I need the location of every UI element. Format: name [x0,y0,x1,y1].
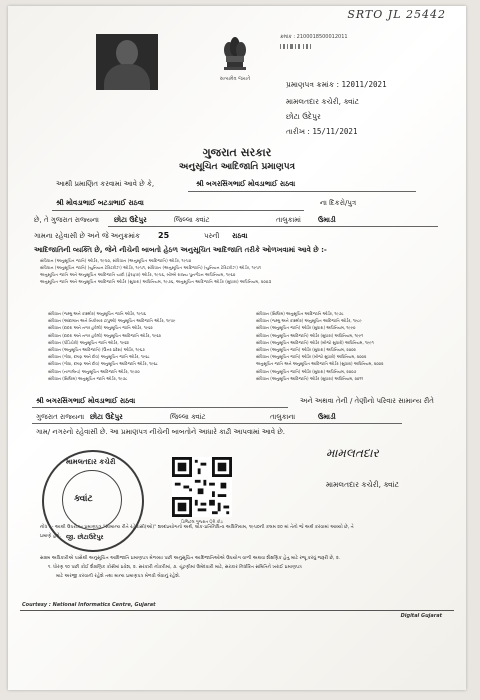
note-line-4: ૧. ધોરણ ૧૦ પછી કોઈ શૈક્ષણિક કોર્સમાં પ્રવેશ, ૨. સરકારી નોકરીમાં, ૩. ચૂંટણીમાં ઉમેદવારી માટે, સરકાર નિર્ધારિત સમિતિને ખરાઈ પ્રમાણપત્ર [48,565,302,570]
order-right-item: સંવિધાન (અનુસૂચિત આદિજાતિ) ઓર્ડર (સુધારા) અધિનિયમ, ૨૦૧૧ [256,375,364,381]
certificate-number: 12011/2021 [341,80,387,89]
order-right-item: સંવિધાન (જમ્મુ અને કાશ્મીર) અનુસૂચિત આદિજાતિ ઓર્ડર, ૧૯૮૯ [256,318,362,324]
government-heading: ગુજરાત સરકાર [202,146,272,159]
caste-name: રાઠવા [232,232,248,240]
certificate-sheet [8,6,466,690]
note-line-2: પ્રમાણે હશે. [40,534,62,539]
resident-name-line [32,407,288,408]
district-name: છોટા ઉદેપુર [114,216,147,224]
order-right-item: સંવિધાન (અનુસૂચિત જાતિ) ઓર્ડર (સુધારા) અધિનિયમ, ૧૯૯૦ [256,325,356,331]
order-left-item: સંવિધાન (દાદરા અને નગર હવેલી) અનુસૂચિત આદિજાતિ ઓર્ડર, ૧૯૬૨ [48,332,161,338]
serial-number: 25 [158,231,170,240]
resident-name: શ્રી બગરસિંગભાઈ મોવડાભાઈ રાઠવા [36,397,136,405]
father-name: શ્રી મોવડાભાઈ બટડાભાઈ રાઠવા [56,199,144,207]
note-line-1: નોંધ : - આથી ઉપરોક્ત પ્રમાણપત્ર "સામાન્ય રીતે રહેવાસી(ઓ)" શબ્દપ્રયોગનો અર્થ, લોક-પ્રતિનિધિત્વ અધિનિયમ, ૧૯૫૦ની કલમ ૨૦ માં તેનો જે અર્થ કરવામાં આવ્યો છે, તે [40,525,354,530]
certificate-number-row [286,80,387,90]
photo-head [116,40,138,66]
orders-line-3: અનુસૂચિત જાતિ અને અનુસૂચિત આદિજાતિ યાદી (ફેરફાર) ઓર્ડર, ૧૯૫૬, બોમ્બે રાજ્ય પુનર્ગઠન અધિનિયમ, ૧૯૬૦ [40,272,236,277]
certificate-number-label: પ્રમાણપત્ર ક્રમાંક : [286,80,340,89]
footer-courtesy: Courtesy : National Informatics Centre, Gujarat [22,602,156,608]
taluka-label: તાલુકામાં [276,216,301,224]
district-label: જિલ્લા ક્વાંટ [174,216,210,224]
order-left-item: સંવિધાન (દાદરા અને નગર હવેલી) અનુસૂચિત જાતિ ઓર્ડર, ૧૯૬૨ [48,325,153,331]
orders-left-list [48,310,175,382]
order-right-item: સંવિધાન (અનુસૂચિત જાતિ) ઓર્ડર (સુધારા) અધિનિયમ, ૨૦૦૨ [256,347,356,353]
signatory-designation: મામલતદાર કચેરી, ક્વાંટ [326,480,400,489]
order-right-item: સંવિધાન (સિક્કિમ) અનુસૂચિત આદિજાતિ ઓર્ડર, ૧૯૭૮ [256,311,344,316]
barcode-number: ક્રમાંક : 2100018500012011 [280,34,348,40]
order-left-item: સંવિધાન (ગોવા, દમણ અને દીવ) અનુસૂચિત જાતિ ઓર્ડર, ૧૯૬૮ [48,354,150,360]
resident-district-label: જિલ્લા ક્વાંટ [170,413,206,421]
seal-bottom-text: જી. છોટાઉદેપુર [66,534,104,541]
ashoka-emblem-icon [218,32,252,76]
certificate-date: 15/11/2021 [312,127,358,136]
holder-name: શ્રી બગરસિંગભાઈ મોવડાભાઈ રાઠવા [196,180,296,188]
seal-middle-text: ક્વાંટ [74,494,93,504]
caste-prefix: પરની [204,232,220,240]
resident-address-line [32,423,402,424]
barcode-icon [280,44,400,50]
survey-prefix: ગામના રહેવાસી છે અને જે અનુક્રમાંક [34,232,140,240]
village-name: ઉમાડી [318,216,336,224]
closing-statement: ગામ/ નગરનો રહેવાસી છે. આ પ્રમાણપત્ર નીચેની બાબતોને આધારે કાઢી આપવામાં આવે છે. [36,428,286,436]
state-prefix: છે, તે ગુજરાત રાજ્યના [34,216,99,224]
order-left-item: સંવિધાન (અનુસૂચિત આદિજાતિ) (ઉત્તર પ્રદેશ) ઓર્ડર, ૧૯૬૭ [48,347,145,353]
orders-line-1: સંવિધાન (અનુસૂચિત જાતિ) ઓર્ડર, ૧૯૫૦, સંવિધાન (અનુસૂચિત આદિજાતિ) ઓર્ડર, ૧૯૫૦ [40,258,192,263]
order-right-item: અનુસૂચિત જાતિ અને અનુસૂચિત આદિજાતિ ઓર્ડર (સુધારા) અધિનિયમ, ૨૦૦૨ [256,361,384,367]
footer-brand: Digital Gujarat [400,613,442,619]
resident-taluka-label: તાલુકાના [270,413,296,421]
emblem-caption: સત્યમેવ જયતે [219,76,251,82]
order-left-item: સંવિધાન (સિક્કિમ) અનુસૂચિત જાતિ ઓર્ડર, ૧૯૭૮ [48,375,128,381]
qr-caption: ડિજિટલ ગુજરાત QR કોડ [181,519,223,524]
applicant-photo [96,34,158,90]
resident-district: છોટા ઉદેપુર [90,413,123,421]
order-left-item: સંવિધાન (ગોવા, દમણ અને દીવ) અનુસૂચિત આદિજાતિ ઓર્ડર, ૧૯૬૮ [48,361,158,367]
father-name-line [52,210,304,211]
note-line-5: માટે અરજી કરવાની રહેશે તથા માન્ય પ્રમાણપત્ર મેળવી લેવાનું રહેશે. [56,574,181,579]
handwritten-reference: SRTO JL 25442 [347,8,446,21]
resident-village: ઉમાડી [318,413,336,421]
order-right-item: સંવિધાન (અનુસૂચિત જાતિ) ઓર્ડર (બીજો સુધારો) અધિનિયમ, ૨૦૦૨ [256,354,367,360]
signature: મામલતદાર [326,446,379,460]
order-left-item: સંવિધાન (જમ્મુ અને કાશ્મીર) અનુસૂચિત જાતિ ઓર્ડર, ૧૯૫૬ [48,311,146,316]
qr-code-icon [172,457,232,517]
relation-text: ના દિકરો/પુત્ર [320,199,357,207]
photo-torso [104,64,150,90]
note-line-3: સક્ષમ અધિકારીએ પાસેથી અનુસૂચિત આદિજાતિ પ્રમાણપત્ર મેળવ્યા પછી અનુસૂચિત આદિજાતિઓએ ઉપયોગ વાળી અથવા શૈક્ષણિક હેતુ માટે રજૂ કરવું જરૂરી છે, ૨. [40,556,341,561]
orders-right-list [256,310,383,382]
address-line [108,226,438,227]
order-right-item: સંવિધાન (અનુસૂચિત આદિજાતિ) ઓર્ડર (સુધારા) અધિનિયમ, ૧૯૯૧ [256,332,364,338]
date-label: તારીખ : [286,127,310,136]
certificate-date-row [286,127,357,137]
family-statement: અને અથવા તેની / તેણીનો પરિવાર સામાન્ય રીતે [300,397,434,405]
order-left-item: સંવિધાન (નાગાલેન્ડ) અનુસૂચિત આદિજાતિ ઓર્ડર, ૧૯૭૦ [48,368,140,374]
order-right-item: સંવિધાન (અનુસૂચિત જાતિ) ઓર્ડર (સુધારા) અધિનિયમ, ૨૦૦૭ [256,368,357,374]
order-left-item: સંવિધાન (આંદામાન અને નિકોબાર ટાપુઓ) અનુસૂચિત આદિજાતિ ઓર્ડર, ૧૯૫૯ [48,318,176,324]
orders-line-2: સંવિધાન (અનુસૂચિત જાતિ) (યુનિયન ટેરિટરીઝ) ઓર્ડર, ૧૯૫૧, સંવિધાન (અનુસૂચિત આદિજાતિ) (યુનિયન ટેરિટરીઝ) ઓર્ડર, ૧૯૫૧ [40,265,262,270]
order-right-item: સંવિધાન (અનુસૂચિત આદિજાતિ) ઓર્ડર (બીજો સુધારો) અધિનિયમ, ૧૯૯૧ [256,339,374,345]
caste-statement: આદિજાતિની વ્યક્તિ છે, જેને નીચેની બાબતો હેઠળ અનુસૂચિત આદિજાતિ તરીકે ઓળખવામાં આવે છે :- [34,246,327,254]
footer-divider [20,610,454,611]
issuer-line2: છોટા ઉદેપુર [286,112,321,121]
certificate-title: અનુસૂચિત આદિજાતિ પ્રમાણપત્ર [178,162,296,172]
orders-line-4: અનુસૂચિત જાતિ અને અનુસૂચિત આદિજાતિ ઓર્ડર (સુધારા) અધિનિયમ, ૧૯૭૬, અનુસૂચિત આદિજાતિ ઓર્ડર (સુધારા) અધિનિયમ, ૨૦૦૩ [40,279,272,284]
issuer-line1: મામલતદાર કચેરી, ક્વાંટ [286,97,360,106]
order-left-item: સંવિધાન (પોંડિચેરી) અનુસૂચિત જાતિ ઓર્ડર, ૧૯૬૪ [48,339,129,345]
holder-name-line [188,191,416,192]
resident-district-prefix: ગુજરાત રાજ્યના [36,413,85,421]
seal-top-text: મામલતદાર કચેરી [66,458,116,466]
intro-text: આથી પ્રમાણિત કરવામાં આવે છે કે, [56,180,155,188]
